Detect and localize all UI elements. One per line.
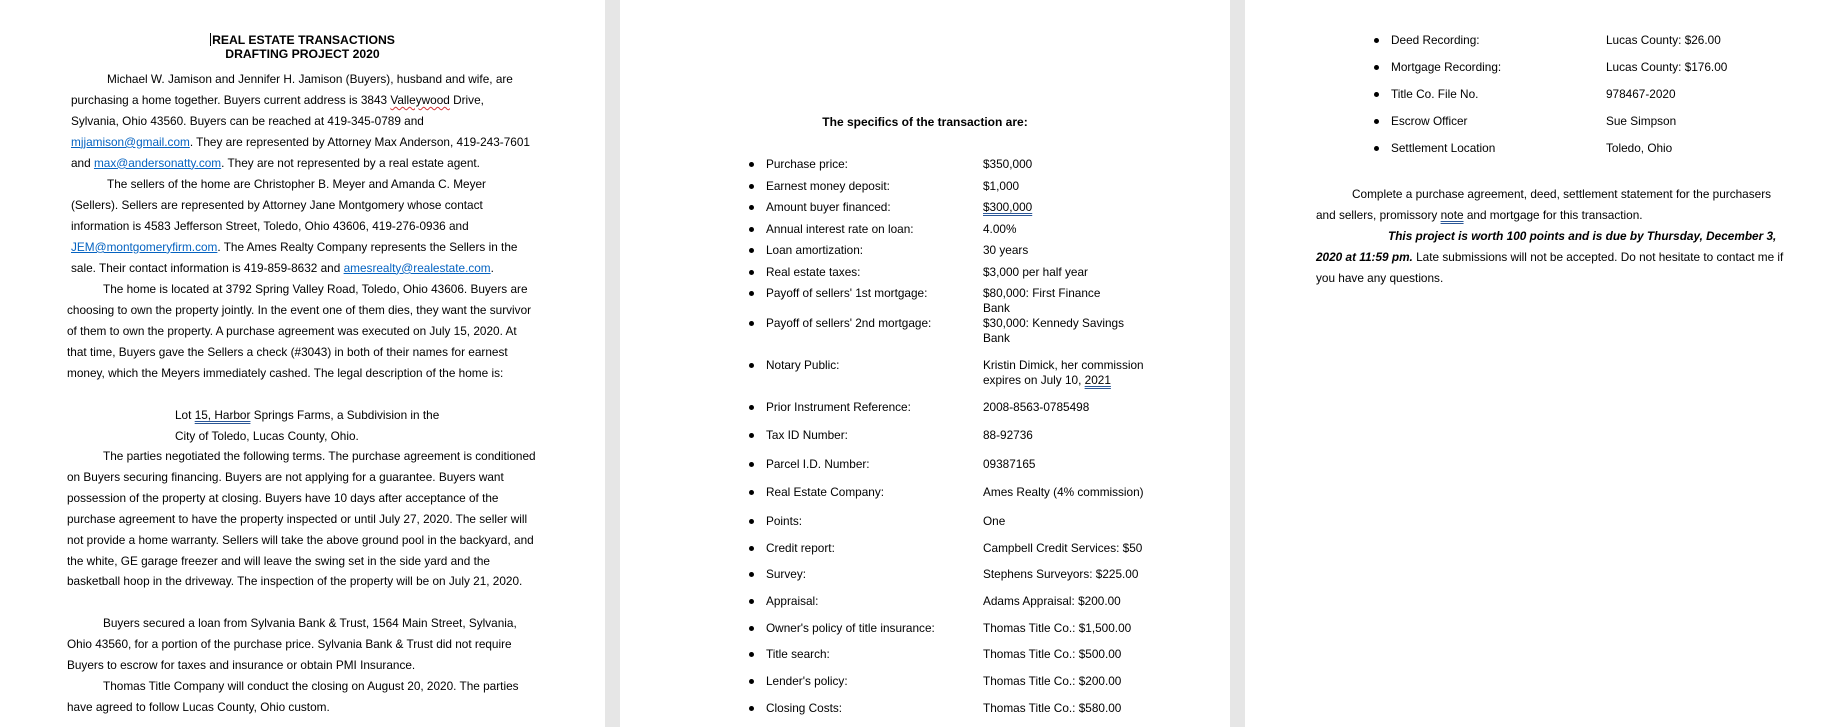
bullet-icon bbox=[749, 626, 754, 631]
bullet-icon bbox=[749, 433, 754, 438]
spec-value-line: 4.00% bbox=[983, 222, 1017, 236]
bullet-icon bbox=[749, 162, 754, 167]
title-line-2: DRAFTING PROJECT 2020 bbox=[225, 47, 380, 61]
attorney-email-link[interactable]: max@andersonatty.com bbox=[93, 155, 222, 170]
bullet-icon bbox=[749, 363, 754, 368]
bullet-icon bbox=[749, 599, 754, 604]
spec-value bbox=[983, 485, 1163, 500]
recording-item bbox=[1245, 87, 1847, 105]
legal-description: Lot 15, Harbor Springs Farms, a Subdivision in the City of Toledo, Lucas County, Ohio. bbox=[175, 408, 440, 443]
recording-item bbox=[1245, 60, 1847, 78]
due-date-emphasis: This project is worth 100 points and is due by Thursday, December 3, 2020 at 11:59 pm. bbox=[1316, 229, 1777, 264]
spec-item bbox=[620, 400, 1230, 430]
spec-value-line: Thomas Title Co.: $500.00 bbox=[983, 647, 1122, 661]
bullet-icon bbox=[749, 572, 754, 577]
spec-item bbox=[620, 358, 1230, 388]
document-page-1 bbox=[0, 0, 605, 727]
spec-value-line: Thomas Title Co.: $1,500.00 bbox=[983, 621, 1132, 635]
spec-value-line: 09387165 bbox=[983, 457, 1036, 471]
spec-value bbox=[983, 621, 1163, 636]
recording-value: Lucas County: $176.00 bbox=[1606, 60, 1728, 74]
recording-label: Settlement Location bbox=[1391, 141, 1496, 155]
bullet-icon bbox=[749, 546, 754, 551]
spec-item bbox=[620, 428, 1230, 458]
spec-value bbox=[983, 541, 1163, 556]
spec-label: Owner's policy of title insurance: bbox=[766, 621, 935, 635]
spec-value bbox=[983, 286, 1163, 315]
spec-label: Title search: bbox=[766, 647, 830, 661]
spec-value-line: 88-92736 bbox=[983, 428, 1033, 442]
spec-value-line: $30,000: Kennedy Savings bbox=[983, 316, 1125, 330]
bullet-icon bbox=[1374, 65, 1379, 70]
spec-value-line: Stephens Surveyors: $225.00 bbox=[983, 567, 1139, 581]
title-line-1: REAL ESTATE TRANSACTIONS bbox=[212, 33, 395, 47]
bullet-icon bbox=[749, 321, 754, 326]
spec-item bbox=[620, 701, 1230, 727]
bullet-icon bbox=[749, 227, 754, 232]
paragraph-sellers: The sellers of the home are Christopher B. Meyer and Amanda C. Meyer (Sellers). Sellers are represented by Attorney Jane Montgomery whose contact information is 4583 Jefferson Street, Toledo, Ohio 43606, 419-276-0936 and JEM@montgomeryfirm.com. The Ames Realty Company represents the Sellers in the sale. Their contact information is 419-859-8632 and amesrealty@realestate.com. bbox=[71, 177, 518, 275]
spec-value bbox=[983, 514, 1163, 529]
text-cursor bbox=[210, 33, 211, 46]
recording-label: Title Co. File No. bbox=[1391, 87, 1479, 101]
spec-value-line bbox=[983, 373, 1163, 388]
spec-value-line: Campbell Credit Services: $50 bbox=[983, 541, 1143, 555]
spec-value bbox=[983, 674, 1163, 689]
paragraph-closing: Thomas Title Company will conduct the closing on August 20, 2020. The parties have agreed to follow Lucas County, Ohio custom. bbox=[67, 679, 519, 714]
spec-item bbox=[620, 457, 1230, 487]
spec-label: Parcel I.D. Number: bbox=[766, 457, 870, 471]
spec-value-line: Adams Appraisal: $200.00 bbox=[983, 594, 1121, 608]
due-date-paragraph: This project is worth 100 points and is due by Thursday, December 3, 2020 at 11:59 pm. Late submissions will not be accepted. Do not hesitate to contact me if you have any questions. bbox=[1316, 229, 1784, 285]
spec-value-line: Bank bbox=[983, 330, 1010, 345]
spec-value-line: 2008-8563-0785498 bbox=[983, 400, 1090, 414]
bullet-icon bbox=[1374, 92, 1379, 97]
spec-label: Payoff of sellers' 2nd mortgage: bbox=[766, 316, 932, 330]
spec-label: Survey: bbox=[766, 567, 806, 581]
spec-value bbox=[983, 594, 1163, 609]
recording-label: Deed Recording: bbox=[1391, 33, 1480, 47]
spec-label: Credit report: bbox=[766, 541, 835, 555]
recording-value: Lucas County: $26.00 bbox=[1606, 33, 1721, 47]
bullet-icon bbox=[749, 706, 754, 711]
spec-value-line: Kristin Dimick, her commission bbox=[983, 358, 1144, 372]
bullet-icon bbox=[749, 652, 754, 657]
recording-value: 978467-2020 bbox=[1606, 87, 1676, 101]
spec-label: Lender's policy: bbox=[766, 674, 848, 688]
bullet-icon bbox=[749, 270, 754, 275]
bullet-icon bbox=[749, 462, 754, 467]
spec-label: Closing Costs: bbox=[766, 701, 843, 715]
bullet-icon bbox=[749, 490, 754, 495]
document-title bbox=[0, 33, 605, 61]
recording-label: Escrow Officer bbox=[1391, 114, 1468, 128]
recording-item bbox=[1245, 114, 1847, 132]
spec-value bbox=[983, 157, 1163, 172]
spec-value bbox=[983, 428, 1163, 443]
seller-attorney-email-link[interactable]: JEM@montgomeryfirm.com bbox=[71, 239, 218, 254]
recording-value: Sue Simpson bbox=[1606, 114, 1677, 128]
bullet-icon bbox=[749, 248, 754, 253]
paragraph-property: The home is located at 3792 Spring Valley Road, Toledo, Ohio 43606. Buyers are choosing to own the property jointly. In the event one of them dies, they want the survivor of them to own the property. A purchase agreement was executed on July 15, 2020. At that time, Buyers gave the Sellers a check (#3043) in both of their names for earnest money, which the Meyers immediately cashed. The legal description of the home is: bbox=[67, 282, 532, 380]
bullet-icon bbox=[749, 405, 754, 410]
spec-value bbox=[983, 179, 1163, 194]
spec-value-line: $350,000 bbox=[983, 157, 1033, 171]
spec-item bbox=[620, 316, 1230, 346]
spec-value bbox=[983, 701, 1163, 716]
spec-label: Earnest money deposit: bbox=[766, 179, 890, 193]
buyer-email-link[interactable]: mjjamison@gmail.com bbox=[71, 134, 190, 149]
spec-value bbox=[983, 200, 1163, 215]
recording-value: Toledo, Ohio bbox=[1606, 141, 1673, 155]
spec-label: Annual interest rate on loan: bbox=[766, 222, 914, 236]
instructions-paragraph: Complete a purchase agreement, deed, settlement statement for the purchasers and sellers, promissory note and mortgage for this transaction. bbox=[1316, 187, 1772, 222]
spec-value-line: One bbox=[983, 514, 1006, 528]
bullet-icon bbox=[749, 679, 754, 684]
spec-value-line: $300,000 bbox=[983, 200, 1033, 214]
paragraph-terms: The parties negotiated the following terms. The purchase agreement is conditioned on Buyers securing financing. Buyers are not applying for a guarantee. Buyers want possession of the property at closing. Buyers have 10 days after acceptance of the purchase agreement to have the property inspected or until July 27, 2020. The seller will not provide a home warranty. Sellers will take the above ground pool in the backyard, and the white, GE garage freezer and will leave the swing set in the side yard and the basketball hoop in the driveway. The inspection of the property will be on July 21, 2020. bbox=[67, 449, 536, 589]
spec-label: Loan amortization: bbox=[766, 243, 864, 257]
spec-value-text: expires on July 10, bbox=[983, 372, 1085, 387]
paragraph-loan: Buyers secured a loan from Sylvania Bank & Trust, 1564 Main Street, Sylvania, Ohio 43560, for a portion of the purchase price. Sylvania Bank & Trust did not require Buyers to escrow for taxes and insurance or obtain PMI Insurance. bbox=[67, 616, 517, 672]
spec-item bbox=[620, 286, 1230, 316]
spec-item bbox=[620, 485, 1230, 515]
spelling-flag: Valleywood bbox=[390, 92, 450, 107]
spec-value-line: Thomas Title Co.: $200.00 bbox=[983, 674, 1122, 688]
spec-value bbox=[983, 567, 1163, 582]
bullet-icon bbox=[749, 184, 754, 189]
spec-value-line: $1,000 bbox=[983, 179, 1020, 193]
grammar-flag: 2021 bbox=[1084, 372, 1111, 387]
document-page-3 bbox=[1245, 0, 1847, 727]
spec-value bbox=[983, 265, 1163, 280]
spec-label: Amount buyer financed: bbox=[766, 200, 891, 214]
spec-label: Appraisal: bbox=[766, 594, 819, 608]
recording-label: Mortgage Recording: bbox=[1391, 60, 1502, 74]
spec-label: Prior Instrument Reference: bbox=[766, 400, 911, 414]
spec-item bbox=[620, 674, 1230, 704]
spec-value-line: $3,000 per half year bbox=[983, 265, 1088, 279]
spec-label: Tax ID Number: bbox=[766, 428, 848, 442]
spec-label: Real estate taxes: bbox=[766, 265, 861, 279]
spec-value bbox=[983, 400, 1163, 415]
bullet-icon bbox=[749, 519, 754, 524]
bullet-icon bbox=[1374, 146, 1379, 151]
bullet-icon bbox=[749, 205, 754, 210]
spec-value-line: Thomas Title Co.: $580.00 bbox=[983, 701, 1122, 715]
grammar-flag: 15, Harbor bbox=[194, 408, 251, 422]
recording-item bbox=[1245, 33, 1847, 51]
spec-value bbox=[983, 222, 1163, 237]
specifics-heading: The specifics of the transaction are: bbox=[822, 115, 1028, 129]
spec-label: Payoff of sellers' 1st mortgage: bbox=[766, 286, 928, 300]
spec-value-line: 30 years bbox=[983, 243, 1029, 257]
bullet-icon bbox=[1374, 38, 1379, 43]
spec-item bbox=[620, 594, 1230, 624]
spec-value bbox=[983, 358, 1163, 387]
spec-value bbox=[983, 647, 1163, 662]
spec-label: Notary Public: bbox=[766, 358, 840, 372]
spec-item bbox=[620, 647, 1230, 677]
document-page-2 bbox=[620, 0, 1230, 727]
spec-value-line: Ames Realty (4% commission) bbox=[983, 485, 1144, 499]
spec-value bbox=[983, 243, 1163, 258]
spec-label: Real Estate Company: bbox=[766, 485, 885, 499]
bullet-icon bbox=[1374, 119, 1379, 124]
spec-value-line: $80,000: First Finance bbox=[983, 286, 1101, 300]
paragraph-buyers: Michael W. Jamison and Jennifer H. Jamison (Buyers), husband and wife, are purchasing a home together. Buyers current address is 3843 Valleywood Drive, Sylvania, Ohio 43560. Buyers can be reached at 419-345-0789 and mjjamison@gmail.com. They are represented by Attorney Max Anderson, 419-243-7601 and max@andersonatty.com. They are not represented by a real estate agent. bbox=[71, 72, 530, 170]
spec-value bbox=[983, 457, 1163, 472]
grammar-flag: note bbox=[1440, 207, 1464, 222]
recording-item bbox=[1245, 141, 1847, 159]
spec-value-line: Bank bbox=[983, 300, 1010, 315]
spec-item bbox=[620, 567, 1230, 597]
bullet-icon bbox=[749, 291, 754, 296]
spec-label: Purchase price: bbox=[766, 157, 848, 171]
spec-item bbox=[620, 514, 1230, 544]
realty-email-link[interactable]: amesrealty@realestate.com bbox=[343, 260, 491, 275]
spec-label: Points: bbox=[766, 514, 803, 528]
spec-value bbox=[983, 316, 1163, 345]
